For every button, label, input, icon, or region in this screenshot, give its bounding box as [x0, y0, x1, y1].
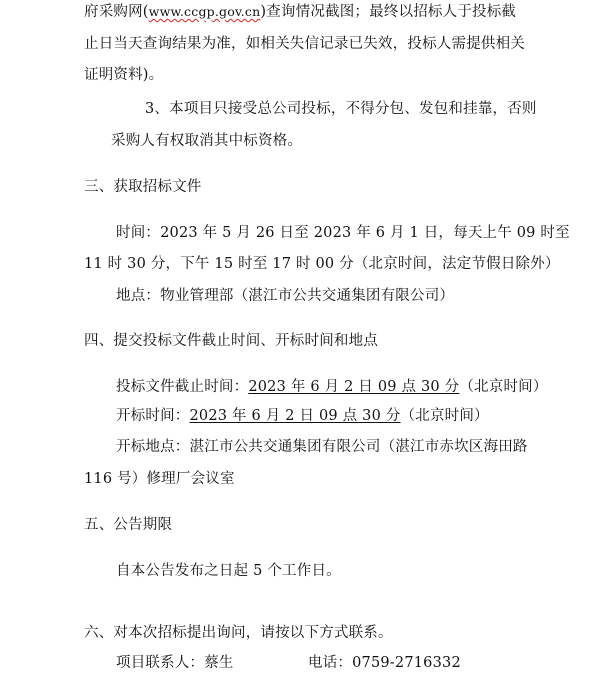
section5-heading: 五、公告期限	[84, 517, 173, 533]
section3-time-line-1: 时间：2023 年 5 月 26 日至 2023 年 6 月 1 日，每天上午 09 时至	[116, 225, 570, 241]
section3-place: 地点：物业管理部（湛江市公共交通集团有限公司）	[116, 288, 455, 304]
intro-line-1	[84, 1, 516, 23]
contact-person: 项目联系人：蔡生	[116, 655, 234, 671]
deadline-value: 2023 年 6 月 2 日 09 点 30 分	[248, 379, 460, 395]
intro-line-2: 止日当天查询结果为准，如相关失信记录已失效，投标人需提供相关	[84, 36, 525, 52]
section3-heading: 三、获取招标文件	[84, 179, 202, 195]
ccgp-url: www.ccgp.gov.cn	[148, 4, 261, 19]
item3-line-2: 采购人有权取消其中标资格。	[111, 133, 303, 149]
section5-text: 自本公告发布之日起 5 个工作日。	[116, 563, 341, 579]
section4-heading: 四、提交投标文件截止时间、开标时间和地点	[84, 333, 378, 349]
contact-phone: 电话：0759-2716332	[308, 655, 461, 671]
intro-line-1-a: 府采购网(	[84, 4, 149, 20]
section4-open-time	[116, 405, 489, 427]
deadline-suffix: （北京时间）	[459, 379, 548, 395]
section4-place-line-2: 116 号）修理厂会议室	[84, 471, 235, 487]
intro-line-1-b: )查询情况截图；最终以招标人于投标截	[260, 4, 517, 20]
section3-time-line-2: 11 时 30 分，下午 15 时至 17 时 00 分（北京时间，法定节假日除外）	[84, 256, 560, 272]
section6-heading: 六、对本次招标提出询问，请按以下方式联系。	[84, 625, 393, 641]
open-suffix: （北京时间）	[400, 408, 489, 424]
item3-line-1: 3、本项目只接受总公司投标，不得分包、发包和挂靠，否则	[145, 101, 537, 117]
open-label: 开标时间：	[116, 408, 190, 424]
deadline-label: 投标文件截止时间：	[116, 379, 249, 395]
section4-deadline	[116, 376, 548, 398]
section4-place-line-1: 开标地点：湛江市公共交通集团有限公司（湛江市赤坎区海田路	[116, 439, 528, 455]
open-value: 2023 年 6 月 2 日 09 点 30 分	[189, 408, 401, 424]
intro-line-3: 证明资料)。	[84, 67, 164, 83]
